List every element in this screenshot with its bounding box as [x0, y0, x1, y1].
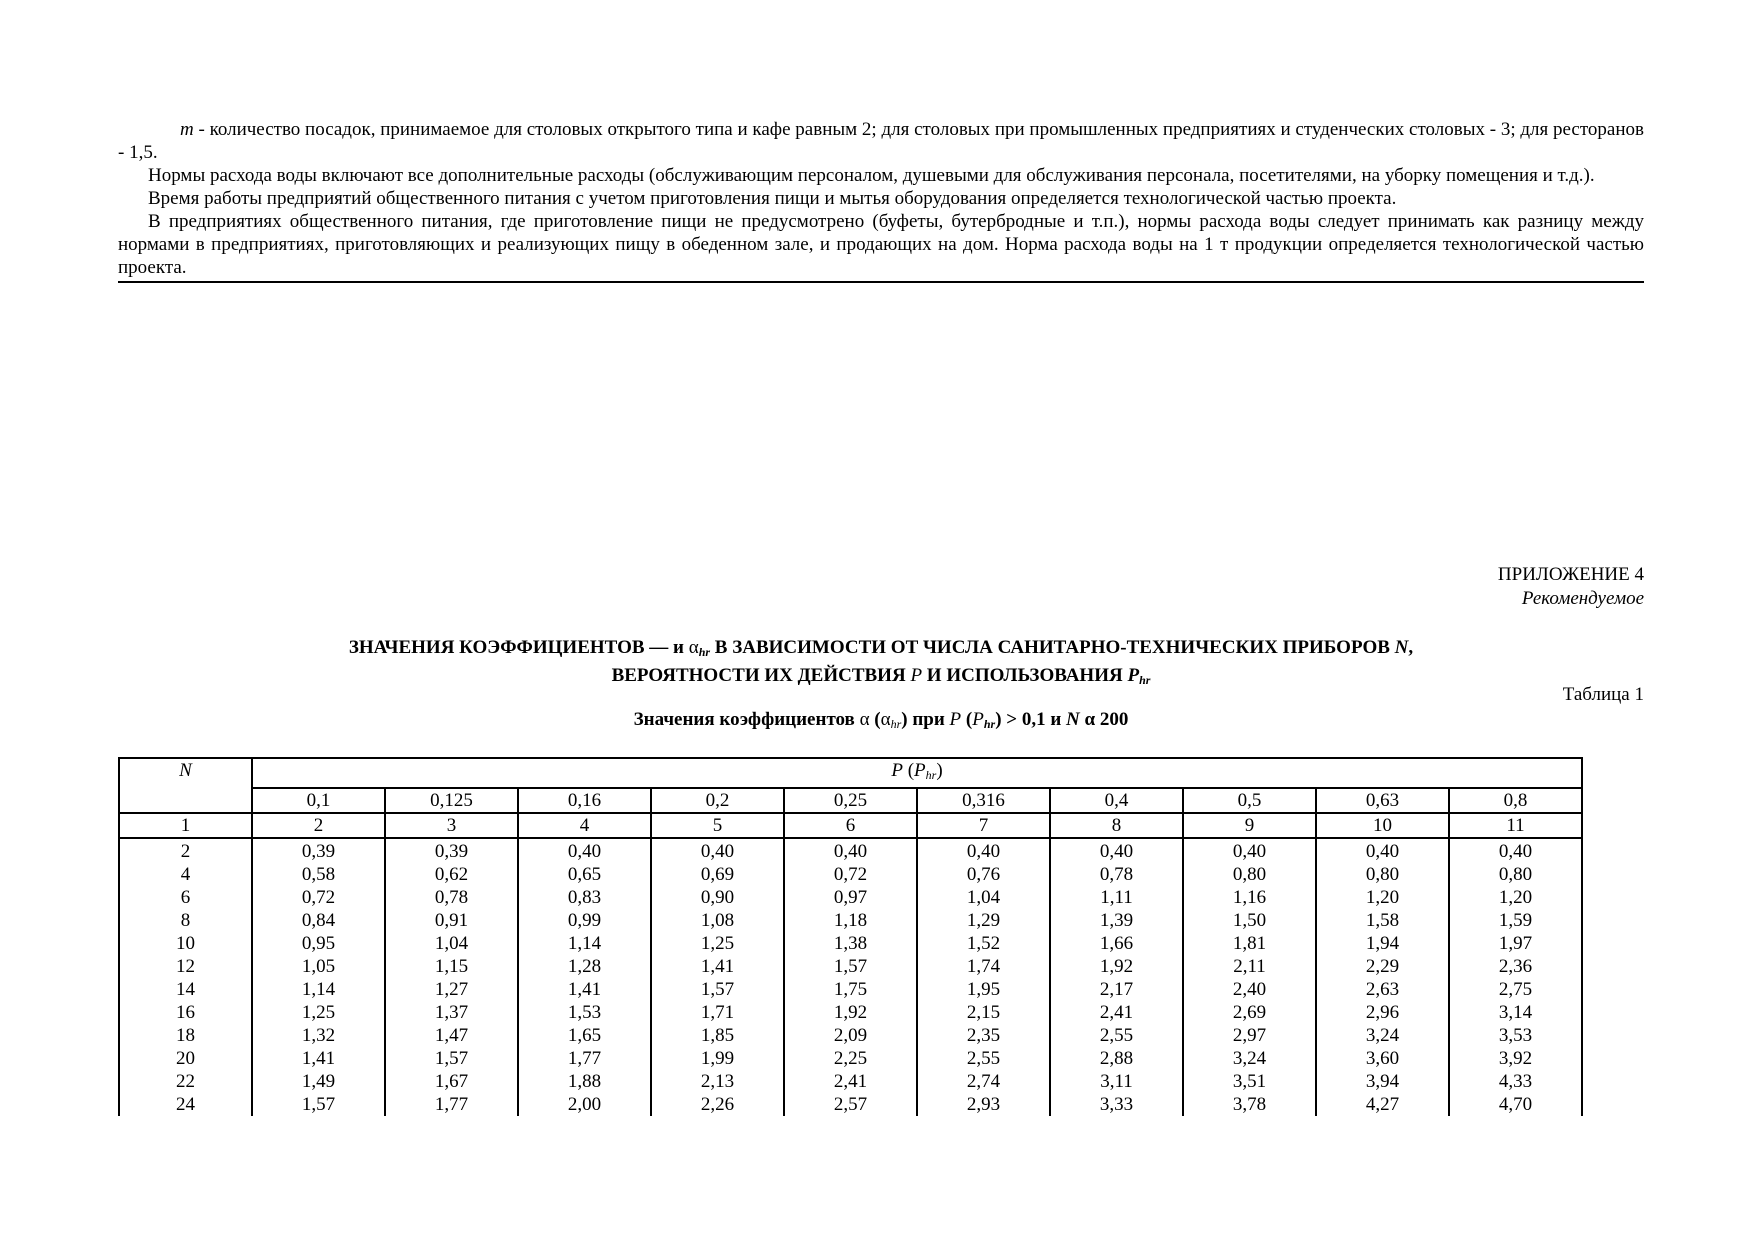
coefficient-cell: 2,36	[1449, 955, 1582, 978]
p-value-cell: 0,316	[917, 788, 1050, 813]
coefficient-cell: 0,69	[651, 863, 784, 886]
caption-text: (	[961, 709, 973, 730]
coefficient-cell: 1,20	[1316, 886, 1449, 909]
coefficient-cell: 1,94	[1316, 932, 1449, 955]
table-row	[119, 1047, 1582, 1070]
caption-text: 200	[1095, 709, 1129, 730]
table-row	[119, 932, 1582, 955]
table-row	[119, 978, 1582, 1001]
column-number-cell: 11	[1449, 813, 1582, 838]
coefficient-cell: 1,53	[518, 1001, 651, 1024]
table-row	[119, 1070, 1582, 1093]
coefficient-cell: 1,92	[1050, 955, 1183, 978]
column-number-cell: 9	[1183, 813, 1316, 838]
variable-p: P	[949, 709, 962, 730]
coefficient-cell: 1,25	[252, 1001, 385, 1024]
coefficient-cell: 0,40	[1050, 838, 1183, 863]
coefficient-cell: 0,40	[784, 838, 917, 863]
coefficient-cell: 3,11	[1050, 1070, 1183, 1093]
coefficient-cell: 1,92	[784, 1001, 917, 1024]
coefficient-cell: 1,59	[1449, 909, 1582, 932]
coefficient-cell: 1,11	[1050, 886, 1183, 909]
coefficient-cell: 1,71	[651, 1001, 784, 1024]
table-number: Таблица 1	[1562, 684, 1644, 705]
variable-p: P	[972, 709, 984, 730]
subscript-hr: hr	[890, 717, 902, 731]
title-line-1	[118, 636, 1644, 664]
intro-text	[118, 118, 1644, 283]
coefficient-cell: 0,84	[252, 909, 385, 932]
alpha-symbol: α	[1084, 709, 1096, 730]
coefficient-cell: 1,28	[518, 955, 651, 978]
coefficient-cell: 2,93	[917, 1093, 1050, 1116]
coefficient-cell: 3,94	[1316, 1070, 1449, 1093]
n-cell: 18	[119, 1024, 252, 1047]
coefficient-cell: 0,40	[518, 838, 651, 863]
column-numbers-row	[119, 813, 1582, 838]
coefficient-cell: 1,14	[252, 978, 385, 1001]
coefficient-cell: 2,35	[917, 1024, 1050, 1047]
p-value-cell: 0,1	[252, 788, 385, 813]
coefficient-cell: 1,88	[518, 1070, 651, 1093]
coefficient-cell: 3,92	[1449, 1047, 1582, 1070]
column-number-cell: 10	[1316, 813, 1449, 838]
coefficient-cell: 2,69	[1183, 1001, 1316, 1024]
variable-m: m	[180, 119, 194, 140]
n-cell: 14	[119, 978, 252, 1001]
coefficient-cell: 0,40	[651, 838, 784, 863]
annex-header	[118, 563, 1644, 611]
intro-paragraph-2: Нормы расхода воды включают все дополнительные расходы (обслуживающим персоналом, душевыми для обслуживания персонала, посетителями, на уборку помещения и т.д.).	[148, 165, 1595, 186]
coefficient-cell: 1,29	[917, 909, 1050, 932]
coefficient-cell: 2,96	[1316, 1001, 1449, 1024]
n-cell: 22	[119, 1070, 252, 1093]
p-value-cell: 0,63	[1316, 788, 1449, 813]
coefficient-cell: 1,52	[917, 932, 1050, 955]
coefficient-cell: 1,39	[1050, 909, 1183, 932]
coefficient-cell: 0,80	[1449, 863, 1582, 886]
coefficient-cell: 2,15	[917, 1001, 1050, 1024]
table-caption	[118, 708, 1644, 736]
coefficient-cell: 0,62	[385, 863, 518, 886]
column-number-cell: 6	[784, 813, 917, 838]
table-row	[119, 838, 1582, 863]
coefficient-cell: 1,57	[784, 955, 917, 978]
coefficient-cell: 1,20	[1449, 886, 1582, 909]
table-row	[119, 1024, 1582, 1047]
coefficient-cell: 1,95	[917, 978, 1050, 1001]
coefficient-cell: 1,57	[252, 1093, 385, 1116]
coefficient-cell: 0,78	[1050, 863, 1183, 886]
coefficient-cell: 1,97	[1449, 932, 1582, 955]
coefficient-cell: 2,97	[1183, 1024, 1316, 1047]
coefficient-cell: 0,40	[1449, 838, 1582, 863]
n-cell: 20	[119, 1047, 252, 1070]
n-cell: 2	[119, 838, 252, 863]
coefficient-cell: 2,75	[1449, 978, 1582, 1001]
coefficient-cell: 1,57	[385, 1047, 518, 1070]
column-number-cell: 1	[119, 813, 252, 838]
title-text: ,	[1408, 637, 1414, 658]
coefficient-cell: 0,72	[784, 863, 917, 886]
coefficient-cell: 3,51	[1183, 1070, 1316, 1093]
coefficient-cell: 4,33	[1449, 1070, 1582, 1093]
coefficient-cell: 2,41	[784, 1070, 917, 1093]
column-number-cell: 3	[385, 813, 518, 838]
coefficient-cell: 1,41	[518, 978, 651, 1001]
coefficient-cell: 1,65	[518, 1024, 651, 1047]
coefficient-cell: 0,97	[784, 886, 917, 909]
intro-paragraph-4: В предприятиях общественного питания, где приготовление пищи не предусмотрено (буфеты, бутербродные и т.п.), нормы расхода воды следует принимать как разницу между нормами в предприятиях, приготовляющих и реализующих пищу в обеденном зале, и продающих на дом. Норма расхода воды на 1 т продукции определяется технологической частью проекта.	[118, 211, 1644, 278]
variable-n: N	[1394, 637, 1409, 658]
coefficient-cell: 1,04	[917, 886, 1050, 909]
coefficient-cell: 2,25	[784, 1047, 917, 1070]
title-text: ЗНАЧЕНИЯ КОЭФФИЦИЕНТОВ — и	[348, 637, 689, 658]
coefficient-cell: 0,65	[518, 863, 651, 886]
coefficient-cell: 4,27	[1316, 1093, 1449, 1116]
n-cell: 4	[119, 863, 252, 886]
coefficient-cell: 1,27	[385, 978, 518, 1001]
coefficient-cell: 2,55	[917, 1047, 1050, 1070]
coefficient-cell: 1,49	[252, 1070, 385, 1093]
header-n	[119, 758, 252, 813]
p-values-row	[119, 788, 1582, 813]
coefficient-cell: 1,37	[385, 1001, 518, 1024]
column-number-cell: 7	[917, 813, 1050, 838]
coefficient-cell: 1,75	[784, 978, 917, 1001]
coefficient-cell: 0,40	[1183, 838, 1316, 863]
coefficient-cell: 2,29	[1316, 955, 1449, 978]
coefficient-cell: 1,50	[1183, 909, 1316, 932]
coefficient-cell: 1,14	[518, 932, 651, 955]
subscript-hr: hr	[698, 645, 711, 659]
header-p-text: (	[902, 760, 915, 781]
coefficient-cell: 2,63	[1316, 978, 1449, 1001]
coefficient-cell: 1,38	[784, 932, 917, 955]
subscript-hr: hr	[983, 717, 996, 731]
annex-status: Рекомендуемое	[1521, 588, 1644, 609]
coefficient-cell: 1,05	[252, 955, 385, 978]
caption-text: ) при	[901, 709, 950, 730]
title-text: И ИСПОЛЬЗОВАНИЯ	[922, 665, 1128, 686]
table-row	[119, 955, 1582, 978]
title-text: ВЕРОЯТНОСТИ ИХ ДЕЙСТВИЯ	[611, 665, 911, 686]
alpha-symbol: α	[859, 709, 870, 730]
coefficient-cell: 1,41	[252, 1047, 385, 1070]
coefficient-cell: 4,70	[1449, 1093, 1582, 1116]
coefficient-cell: 1,77	[518, 1047, 651, 1070]
column-number-cell: 4	[518, 813, 651, 838]
coefficient-cell: 1,15	[385, 955, 518, 978]
coefficient-cell: 3,53	[1449, 1024, 1582, 1047]
p-value-cell: 0,25	[784, 788, 917, 813]
variable-phr: P	[1127, 665, 1140, 686]
coefficient-cell: 1,57	[651, 978, 784, 1001]
n-cell: 16	[119, 1001, 252, 1024]
coefficient-cell: 0,80	[1183, 863, 1316, 886]
coefficient-cell: 0,90	[651, 886, 784, 909]
p-value-cell: 0,4	[1050, 788, 1183, 813]
header-p-text: P	[891, 760, 903, 781]
coefficient-cell: 2,13	[651, 1070, 784, 1093]
intro-paragraph-3: Время работы предприятий общественного питания с учетом приготовления пищи и мытья оборудования определяется технологической частью проекта.	[148, 188, 1397, 209]
coefficient-cell: 2,40	[1183, 978, 1316, 1001]
coefficient-cell: 0,83	[518, 886, 651, 909]
coefficient-cell: 1,16	[1183, 886, 1316, 909]
table-header-row	[119, 758, 1582, 788]
coefficient-cell: 0,91	[385, 909, 518, 932]
alpha-symbol: α	[688, 637, 699, 658]
variable-p: P	[910, 665, 923, 686]
p-value-cell: 0,16	[518, 788, 651, 813]
coefficient-cell: 0,76	[917, 863, 1050, 886]
coefficient-cell: 0,78	[385, 886, 518, 909]
coefficient-cell: 1,41	[651, 955, 784, 978]
header-p-text: P	[914, 760, 926, 781]
coefficient-cell: 0,58	[252, 863, 385, 886]
coefficient-cell: 0,80	[1316, 863, 1449, 886]
table-row	[119, 1093, 1582, 1116]
coefficient-cell: 0,40	[917, 838, 1050, 863]
coefficient-cell: 2,26	[651, 1093, 784, 1116]
coefficient-cell: 3,78	[1183, 1093, 1316, 1116]
coefficient-cell: 1,18	[784, 909, 917, 932]
coefficient-cell: 2,74	[917, 1070, 1050, 1093]
coefficient-cell: 2,41	[1050, 1001, 1183, 1024]
column-number-cell: 2	[252, 813, 385, 838]
header-p-text: )	[936, 760, 943, 781]
coefficient-cell: 0,95	[252, 932, 385, 955]
p-value-cell: 0,5	[1183, 788, 1316, 813]
coefficient-cell: 2,00	[518, 1093, 651, 1116]
coefficient-cell: 1,66	[1050, 932, 1183, 955]
section-divider	[118, 281, 1644, 283]
coefficient-cell: 1,77	[385, 1093, 518, 1116]
variable-n: N	[1066, 709, 1080, 730]
coefficients-table	[118, 757, 1583, 1116]
coefficient-cell: 1,04	[385, 932, 518, 955]
coefficient-cell: 3,33	[1050, 1093, 1183, 1116]
header-n-text: N	[179, 760, 192, 781]
coefficient-cell: 1,25	[651, 932, 784, 955]
coefficient-cell: 2,09	[784, 1024, 917, 1047]
subscript-hr: hr	[925, 768, 937, 782]
p-value-cell: 0,125	[385, 788, 518, 813]
coefficient-cell: 2,57	[784, 1093, 917, 1116]
n-cell: 24	[119, 1093, 252, 1116]
p-value-cell: 0,2	[651, 788, 784, 813]
coefficient-cell: 2,11	[1183, 955, 1316, 978]
intro-paragraph-1-text: - количество посадок, принимаемое для столовых открытого типа и кафе равным 2; для столовых при промышленных предприятиях и студенческих столовых - 3; для ресторанов - 1,5.	[118, 119, 1644, 163]
coefficient-cell: 1,67	[385, 1070, 518, 1093]
caption-text: (	[869, 709, 881, 730]
n-cell: 6	[119, 886, 252, 909]
subscript-hr: hr	[1139, 673, 1151, 687]
column-number-cell: 5	[651, 813, 784, 838]
caption-text: ) > 0,1 и	[995, 709, 1067, 730]
coefficient-cell: 0,72	[252, 886, 385, 909]
coefficient-cell: 3,24	[1316, 1024, 1449, 1047]
column-number-cell: 8	[1050, 813, 1183, 838]
coefficient-cell: 2,88	[1050, 1047, 1183, 1070]
caption-text: Значения коэффициентов	[633, 709, 860, 730]
intro-paragraph-1	[118, 118, 1644, 164]
coefficient-cell: 0,40	[1316, 838, 1449, 863]
coefficient-cell: 3,14	[1449, 1001, 1582, 1024]
title-text: В ЗАВИСИМОСТИ ОТ ЧИСЛА САНИТАРНО-ТЕХНИЧЕСКИХ ПРИБОРОВ	[710, 637, 1395, 658]
coefficient-cell: 1,58	[1316, 909, 1449, 932]
table-row	[119, 909, 1582, 932]
coefficient-cell: 1,32	[252, 1024, 385, 1047]
coefficient-cell: 3,24	[1183, 1047, 1316, 1070]
n-cell: 8	[119, 909, 252, 932]
p-value-cell: 0,8	[1449, 788, 1582, 813]
coefficient-cell: 3,60	[1316, 1047, 1449, 1070]
coefficient-cell: 0,39	[252, 838, 385, 863]
n-cell: 10	[119, 932, 252, 955]
coefficient-cell: 1,85	[651, 1024, 784, 1047]
table-row	[119, 863, 1582, 886]
coefficient-cell: 0,99	[518, 909, 651, 932]
coefficient-cell: 1,08	[651, 909, 784, 932]
coefficient-cell: 1,74	[917, 955, 1050, 978]
table-row	[119, 886, 1582, 909]
alpha-symbol: α	[880, 709, 891, 730]
coefficient-cell: 2,55	[1050, 1024, 1183, 1047]
n-cell: 12	[119, 955, 252, 978]
coefficient-cell: 2,17	[1050, 978, 1183, 1001]
coefficient-cell: 1,81	[1183, 932, 1316, 955]
annex-label: ПРИЛОЖЕНИЕ 4	[1497, 564, 1644, 585]
coefficient-cell: 0,39	[385, 838, 518, 863]
coefficient-cell: 1,47	[385, 1024, 518, 1047]
header-p	[252, 758, 1582, 788]
coefficient-cell: 1,99	[651, 1047, 784, 1070]
table-row	[119, 1001, 1582, 1024]
